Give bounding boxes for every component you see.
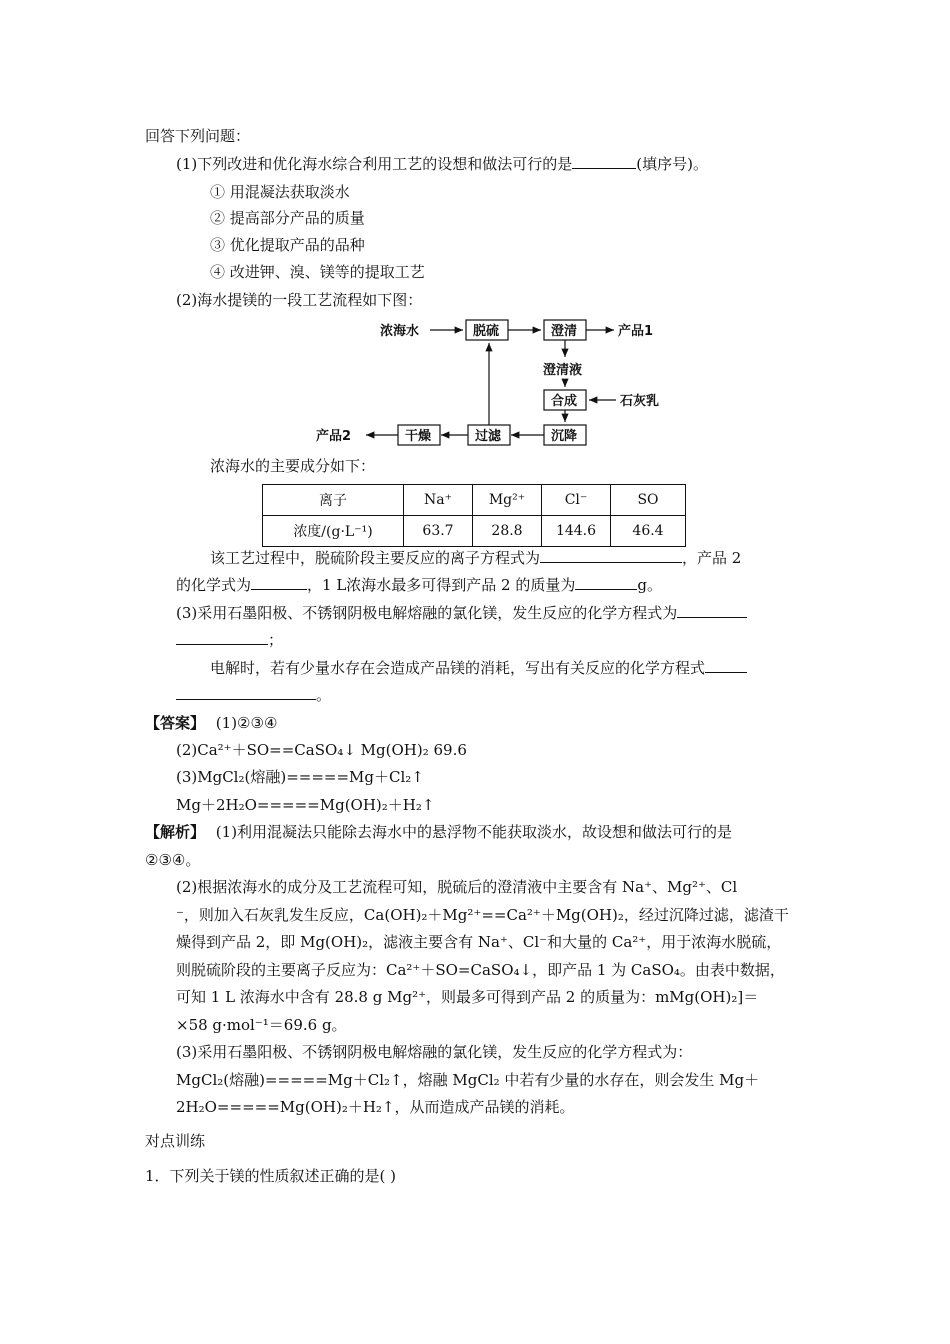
analysis-line-7: 可知 1 L 浓海水中含有 28.8 g Mg²⁺，则最多可得到产品 2 的质量为：mMg(OH)₂]＝ — [176, 988, 759, 1006]
table-header-mg: Mg²⁺ — [473, 485, 542, 516]
flow-product2-label: 产品2 — [316, 429, 352, 444]
answer-line-2: (2)Ca²⁺＋SO==CaSO₄↓ Mg(OH)₂ 69.6 — [176, 741, 467, 759]
table-header-ion: 离子 — [263, 485, 404, 516]
q1-option-3: ③ 优化提取产品的品种 — [210, 236, 365, 254]
flow-lime-milk-label: 石灰乳 — [620, 394, 660, 409]
analysis-line-2: ②③④。 — [145, 851, 201, 869]
q1-stem: (1)下列改进和优化海水综合利用工艺的设想和做法可行的是 (填序号)。 — [176, 155, 708, 173]
flow-dry-label: 干燥 — [405, 429, 432, 444]
q1-blank[interactable] — [572, 154, 636, 169]
table-cell: 144.6 — [542, 516, 611, 547]
table-header-na: Na⁺ — [404, 485, 473, 516]
answer-tag: 【答案】 — [145, 714, 206, 732]
q2-stem: (2)海水提镁的一段工艺流程如下图： — [176, 291, 423, 309]
q2-line-1: 该工艺过程中，脱硫阶段主要反应的离子方程式为 ，产品 2 — [210, 549, 742, 567]
q3-blank-2b[interactable] — [176, 685, 316, 700]
q3-line-2: ； — [176, 630, 283, 650]
flow-settle-label: 沉降 — [551, 429, 578, 444]
q1-option-4: ④ 改进钾、溴、镁等的提取工艺 — [210, 263, 425, 281]
analysis-line-11: 2H₂O=====Mg(OH)₂＋H₂↑，从而造成产品镁的消耗。 — [176, 1098, 575, 1116]
q3-blank-2a[interactable] — [705, 658, 747, 673]
analysis-line-4: ⁻，则加入石灰乳发生反应，Ca(OH)₂＋Mg²⁺==Ca²⁺＋Mg(OH)₂，经过沉降过滤，滤渣干 — [176, 906, 789, 924]
flow-clear-liquid-label: 澄清液 — [543, 363, 583, 378]
analysis-tag: 【解析】 — [145, 823, 206, 841]
flow-input-label: 浓海水 — [380, 324, 420, 339]
q3-line-4: 。 — [176, 685, 331, 705]
table-cell: 63.7 — [404, 516, 473, 547]
table-row — [263, 485, 686, 516]
section-heading: 对点训练 — [145, 1132, 206, 1150]
analysis-line-8: ×58 g·mol⁻¹＝69.6 g。 — [176, 1016, 347, 1034]
table-row-label: 浓度/(g·L⁻¹) — [263, 516, 404, 547]
next-question: 1．下列关于镁的性质叙述正确的是( ) — [145, 1167, 397, 1185]
analysis-line-5: 燥得到产品 2，即 Mg(OH)₂，滤液主要含有 Na⁺、Cl⁻和大量的 Ca²⁺，用于浓海水脱硫， — [176, 933, 782, 951]
table-header-so: SO — [611, 485, 686, 516]
analysis-line-9: (3)采用石墨阳极、不锈钢阴极电解熔融的氯化镁，发生反应的化学方程式为： — [176, 1043, 693, 1061]
analysis-line-6: 则脱硫阶段的主要离子反应为：Ca²⁺＋SO=CaSO₄↓，即产品 1 为 CaSO₄。由表中数据， — [176, 961, 785, 979]
flow-desulfur-label: 脱硫 — [473, 324, 500, 339]
ion-concentration-table — [262, 484, 686, 547]
table-cell: 46.4 — [611, 516, 686, 547]
intro-text: 回答下列问题： — [145, 127, 251, 145]
flow-synth-label: 合成 — [551, 394, 578, 409]
flow-filter-label: 过滤 — [475, 429, 502, 444]
flow-clarify-label: 澄清 — [551, 324, 578, 339]
q2-line-2: 的化学式为 ，1 L浓海水最多可得到产品 2 的质量为 g。 — [176, 576, 662, 594]
analysis-line-3: (2)根据浓海水的成分及工艺流程可知，脱硫后的澄清液中主要含有 Na⁺、Mg²⁺、Cl — [176, 878, 738, 896]
flow-product1-label: 产品1 — [618, 324, 654, 339]
q2-blank-mass[interactable] — [575, 575, 637, 590]
q3-line-1: (3)采用石墨阳极、不锈钢阴极电解熔融的氯化镁，发生反应的化学方程式为 — [176, 603, 747, 623]
table-row — [263, 516, 686, 547]
answer-line-4: Mg＋2H₂O=====Mg(OH)₂＋H₂↑ — [176, 796, 435, 814]
q3-blank-1a[interactable] — [677, 603, 747, 618]
analysis-line-1: 【解析】 (1)利用混凝法只能除去海水中的悬浮物不能获取淡水，故设想和做法可行的是 — [145, 823, 733, 841]
answer-line-1: 【答案】 (1)②③④ — [145, 714, 278, 732]
table-header-cl: Cl⁻ — [542, 485, 611, 516]
process-flow-diagram — [300, 314, 680, 454]
q1-option-1: ① 用混凝法获取淡水 — [210, 183, 350, 201]
analysis-line-10: MgCl₂(熔融)=====Mg＋Cl₂↑，熔融 MgCl₂ 中若有少量的水存在，则会发生 Mg＋ — [176, 1071, 760, 1089]
q2-blank-equation[interactable] — [540, 548, 682, 563]
table-intro: 浓海水的主要成分如下： — [210, 457, 376, 475]
answer-line-3: (3)MgCl₂(熔融)=====Mg＋Cl₂↑ — [176, 768, 424, 786]
q1-option-2: ② 提高部分产品的质量 — [210, 209, 365, 227]
table-cell: 28.8 — [473, 516, 542, 547]
q3-line-3: 电解时，若有少量水存在会造成产品镁的消耗，写出有关反应的化学方程式 — [210, 658, 747, 678]
q3-blank-1b[interactable] — [176, 630, 268, 645]
q2-blank-formula[interactable] — [251, 575, 307, 590]
